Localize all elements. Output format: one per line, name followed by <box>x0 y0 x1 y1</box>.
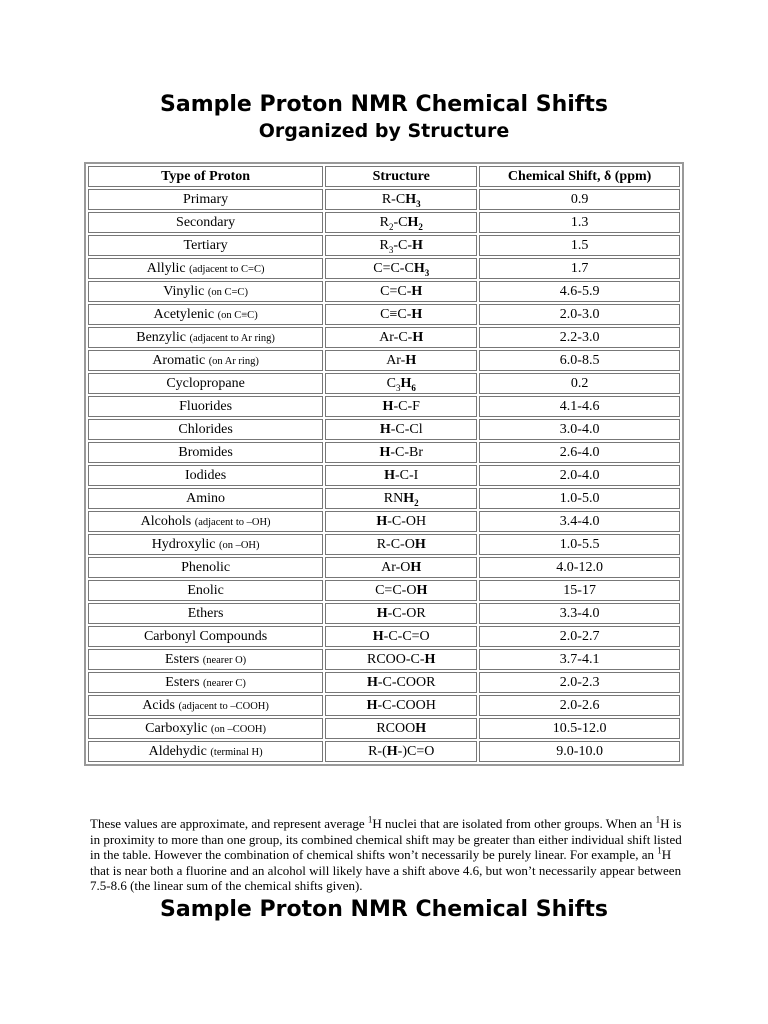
cell-proton-type <box>88 718 323 739</box>
cell-proton-type <box>88 557 323 578</box>
structure-segment: 3 <box>395 382 401 393</box>
proton-type-label: Carboxylic <box>145 720 208 736</box>
structure-segment: H <box>379 421 391 437</box>
structure-segment: RN <box>383 490 404 506</box>
page-title: Sample Proton NMR Chemical Shifts <box>160 92 608 117</box>
proton-type-label: Secondary <box>176 214 236 230</box>
cell-proton-type <box>88 419 323 440</box>
cell-proton-type <box>88 235 323 256</box>
cell-proton-type <box>88 304 323 325</box>
structure-segment: H <box>411 306 423 322</box>
proton-type-label: Phenolic <box>181 559 231 575</box>
structure-segment: H <box>416 582 428 598</box>
structure-segment: H <box>372 628 384 644</box>
cell-structure <box>325 235 477 256</box>
table-row <box>88 212 680 233</box>
cell-structure <box>325 212 477 233</box>
structure-segment: -C-OH <box>387 513 427 529</box>
cell-proton-type <box>88 511 323 532</box>
cell-proton-type <box>88 350 323 371</box>
structure-segment: -C-C=O <box>383 628 430 644</box>
cell-structure <box>325 419 477 440</box>
header-type-of-proton: Type of Proton <box>88 166 323 187</box>
proton-type-note: (adjacent to –COOH) <box>178 700 269 712</box>
cell-proton-type <box>88 258 323 279</box>
table-row <box>88 304 680 325</box>
proton-type-label: Acetylenic <box>153 306 215 322</box>
cell-chemical-shift: 3.0-4.0 <box>479 419 680 440</box>
cell-proton-type <box>88 373 323 394</box>
cell-chemical-shift: 2.0-2.6 <box>479 695 680 716</box>
proton-type-note: (on C=C) <box>207 286 248 298</box>
cell-chemical-shift: 1.0-5.0 <box>479 488 680 509</box>
structure-segment: H <box>412 237 423 253</box>
cell-structure <box>325 695 477 716</box>
superscript-mass-number: 1 <box>367 814 373 825</box>
proton-type-label: Aldehydic <box>148 743 207 759</box>
proton-type-label: Fluorides <box>179 398 233 414</box>
cell-chemical-shift: 2.0-3.0 <box>479 304 680 325</box>
header-structure: Structure <box>325 166 477 187</box>
structure-segment: R-( <box>368 743 387 759</box>
cell-proton-type <box>88 442 323 463</box>
table-row <box>88 281 680 302</box>
table-row <box>88 373 680 394</box>
proton-type-note: (nearer C) <box>203 677 246 689</box>
structure-segment: C <box>386 375 396 391</box>
cell-structure <box>325 488 477 509</box>
header-chemical-shift: Chemical Shift, δ (ppm) <box>479 166 680 187</box>
cell-proton-type <box>88 741 323 762</box>
cell-proton-type <box>88 695 323 716</box>
cell-chemical-shift: 1.0-5.5 <box>479 534 680 555</box>
cell-proton-type <box>88 488 323 509</box>
structure-segment: H <box>386 743 398 759</box>
proton-type-note: (on Ar ring) <box>208 355 259 367</box>
cell-proton-type <box>88 672 323 693</box>
structure-segment: C≡C- <box>380 306 412 322</box>
cell-chemical-shift: 2.0-2.3 <box>479 672 680 693</box>
table-row <box>88 442 680 463</box>
cell-chemical-shift: 1.3 <box>479 212 680 233</box>
cell-proton-type <box>88 465 323 486</box>
structure-segment: H <box>366 674 378 690</box>
cell-proton-type <box>88 281 323 302</box>
cell-structure <box>325 373 477 394</box>
proton-type-note: (nearer O) <box>202 654 247 666</box>
cell-structure <box>325 649 477 670</box>
structure-segment: R-C <box>381 191 406 207</box>
table-row <box>88 741 680 762</box>
cell-proton-type <box>88 603 323 624</box>
proton-type-note: (adjacent to –OH) <box>194 516 271 528</box>
superscript-mass-number: 1 <box>655 814 661 825</box>
page-subtitle: Organized by Structure <box>258 120 510 142</box>
cell-chemical-shift: 10.5-12.0 <box>479 718 680 739</box>
proton-type-label: Amino <box>186 490 226 506</box>
structure-segment: H <box>366 697 378 713</box>
proton-type-label: Chlorides <box>178 421 233 437</box>
proton-type-note: (adjacent to C=C) <box>189 263 265 275</box>
footnote-text: H that is near both a fluorine and an alcohol will likely have a shift above 4.6, but won’t necessarily appear between 7.5-8.6 (the linear sum of the chemical shifts given). <box>90 847 682 893</box>
structure-segment: 3 <box>388 244 394 255</box>
structure-segment: 2 <box>414 497 419 508</box>
footnote-text: H nuclei that are isolated from other groups. When an <box>372 816 656 831</box>
proton-type-label: Aromatic <box>152 352 206 368</box>
cell-structure <box>325 511 477 532</box>
table-row <box>88 511 680 532</box>
structure-segment: -C-Cl <box>390 421 423 437</box>
proton-type-label: Esters <box>165 674 200 690</box>
cell-proton-type <box>88 534 323 555</box>
table-row <box>88 396 680 417</box>
structure-segment: Ar-O <box>381 559 411 575</box>
cell-structure <box>325 718 477 739</box>
cell-structure <box>325 626 477 647</box>
structure-segment: H <box>382 398 394 414</box>
cell-structure <box>325 189 477 210</box>
cell-chemical-shift: 0.2 <box>479 373 680 394</box>
structure-segment: -C-Br <box>390 444 423 460</box>
proton-type-label: Ethers <box>187 605 224 621</box>
cell-chemical-shift: 15-17 <box>479 580 680 601</box>
cell-proton-type <box>88 327 323 348</box>
cell-structure <box>325 465 477 486</box>
cell-proton-type <box>88 626 323 647</box>
structure-segment: H <box>413 260 425 276</box>
cell-chemical-shift: 1.7 <box>479 258 680 279</box>
structure-segment: -C-COOH <box>377 697 436 713</box>
cell-proton-type <box>88 212 323 233</box>
structure-segment: C=C- <box>380 283 412 299</box>
proton-type-label: Benzylic <box>136 329 186 345</box>
table-row <box>88 488 680 509</box>
cell-chemical-shift: 2.0-2.7 <box>479 626 680 647</box>
table-row <box>88 350 680 371</box>
cell-chemical-shift: 3.4-4.0 <box>479 511 680 532</box>
cell-structure <box>325 327 477 348</box>
structure-segment: H <box>414 536 426 552</box>
cell-structure <box>325 603 477 624</box>
proton-type-label: Carbonyl Compounds <box>143 628 268 644</box>
structure-segment: 2 <box>418 221 423 232</box>
structure-segment: -C-OR <box>387 605 426 621</box>
proton-type-label: Iodides <box>184 467 227 483</box>
structure-segment: -C-F <box>393 398 420 414</box>
structure-segment: C=C-C <box>373 260 414 276</box>
structure-segment: 3 <box>416 198 421 209</box>
structure-segment: RCOO <box>376 720 416 736</box>
structure-segment: H <box>424 651 436 667</box>
cell-structure <box>325 741 477 762</box>
proton-type-label: Cyclopropane <box>166 375 245 391</box>
structure-segment: R <box>379 237 389 253</box>
cell-structure <box>325 672 477 693</box>
cell-structure <box>325 396 477 417</box>
structure-segment: H <box>400 375 412 391</box>
proton-type-note: (on –COOH) <box>210 723 267 735</box>
structure-segment: H <box>384 467 395 483</box>
structure-segment: H <box>405 191 417 207</box>
structure-segment: H <box>410 559 422 575</box>
proton-type-label: Enolic <box>187 582 224 598</box>
footnote-text: H is in proximity to more than one group, its combined chemical shift may be greater than either individual shift listed in the table. However the combination of chemical shifts won’t necessarily be purely linear. For example, an <box>90 816 682 862</box>
table-row <box>88 534 680 555</box>
proton-type-note: (terminal H) <box>210 746 263 758</box>
cell-chemical-shift: 2.2-3.0 <box>479 327 680 348</box>
cell-chemical-shift: 4.6-5.9 <box>479 281 680 302</box>
footnote-paragraph <box>90 816 690 894</box>
structure-segment: -)C=O <box>397 743 435 759</box>
proton-type-label: Alcohols <box>140 513 192 529</box>
table-row <box>88 649 680 670</box>
cell-chemical-shift: 4.0-12.0 <box>479 557 680 578</box>
table-row <box>88 672 680 693</box>
structure-segment: 3 <box>424 267 430 278</box>
cell-structure <box>325 442 477 463</box>
cell-proton-type <box>88 396 323 417</box>
table-row <box>88 603 680 624</box>
structure-segment: Ar-C- <box>379 329 413 345</box>
structure-segment: -C-I <box>395 467 419 483</box>
table-header-row <box>88 166 680 187</box>
cell-proton-type <box>88 189 323 210</box>
structure-segment: H <box>379 444 391 460</box>
cell-proton-type <box>88 580 323 601</box>
table-row <box>88 465 680 486</box>
cell-structure <box>325 304 477 325</box>
table-row <box>88 557 680 578</box>
proton-type-label: Bromides <box>178 444 233 460</box>
cell-chemical-shift: 1.5 <box>479 235 680 256</box>
cell-chemical-shift: 6.0-8.5 <box>479 350 680 371</box>
structure-segment: H <box>403 490 415 506</box>
cell-structure <box>325 258 477 279</box>
structure-segment: H <box>405 352 417 368</box>
structure-segment: Ar- <box>386 352 406 368</box>
proton-type-label: Tertiary <box>183 237 228 253</box>
structure-segment: RCOO-C- <box>366 651 425 667</box>
cell-chemical-shift: 3.3-4.0 <box>479 603 680 624</box>
structure-segment: H <box>376 513 388 529</box>
superscript-mass-number: 1 <box>657 845 662 856</box>
cell-structure <box>325 534 477 555</box>
structure-segment: H <box>411 283 423 299</box>
table-row <box>88 419 680 440</box>
structure-segment: -C- <box>393 237 413 253</box>
structure-segment: H <box>415 720 427 736</box>
cell-structure <box>325 557 477 578</box>
proton-type-note: (on C≡C) <box>217 309 258 321</box>
cell-structure <box>325 281 477 302</box>
structure-segment: H <box>412 329 424 345</box>
cell-chemical-shift: 4.1-4.6 <box>479 396 680 417</box>
proton-type-label: Hydroxylic <box>151 536 216 552</box>
cell-chemical-shift: 2.0-4.0 <box>479 465 680 486</box>
cell-chemical-shift: 3.7-4.1 <box>479 649 680 670</box>
structure-segment: R <box>379 214 389 230</box>
cell-structure <box>325 350 477 371</box>
proton-type-label: Esters <box>165 651 200 667</box>
structure-segment: C=C-O <box>375 582 417 598</box>
footnote-text: These values are approximate, and represent average <box>90 816 368 831</box>
table-body <box>88 189 680 762</box>
table-row <box>88 258 680 279</box>
cell-chemical-shift: 9.0-10.0 <box>479 741 680 762</box>
proton-type-label: Primary <box>183 191 229 207</box>
table-row <box>88 718 680 739</box>
table-row <box>88 695 680 716</box>
structure-segment: -C <box>393 214 408 230</box>
structure-segment: R-C-O <box>376 536 415 552</box>
cell-proton-type <box>88 649 323 670</box>
structure-segment: 6 <box>411 382 416 393</box>
table-row <box>88 626 680 647</box>
repeated-page-title: Sample Proton NMR Chemical Shifts <box>160 897 608 922</box>
proton-type-note: (adjacent to Ar ring) <box>189 332 275 344</box>
table-row <box>88 235 680 256</box>
structure-segment: 2 <box>388 221 394 232</box>
proton-type-label: Acids <box>142 697 175 713</box>
cell-chemical-shift: 0.9 <box>479 189 680 210</box>
table-row <box>88 327 680 348</box>
table-row <box>88 580 680 601</box>
cell-chemical-shift: 2.6-4.0 <box>479 442 680 463</box>
structure-segment: -C-COOR <box>377 674 436 690</box>
proton-type-label: Vinylic <box>163 283 205 299</box>
structure-segment: H <box>376 605 388 621</box>
proton-type-note: (on –OH) <box>218 539 260 551</box>
cell-structure <box>325 580 477 601</box>
chemical-shift-table <box>84 162 684 766</box>
structure-segment: H <box>407 214 419 230</box>
table-row <box>88 189 680 210</box>
proton-type-label: Allylic <box>146 260 186 276</box>
